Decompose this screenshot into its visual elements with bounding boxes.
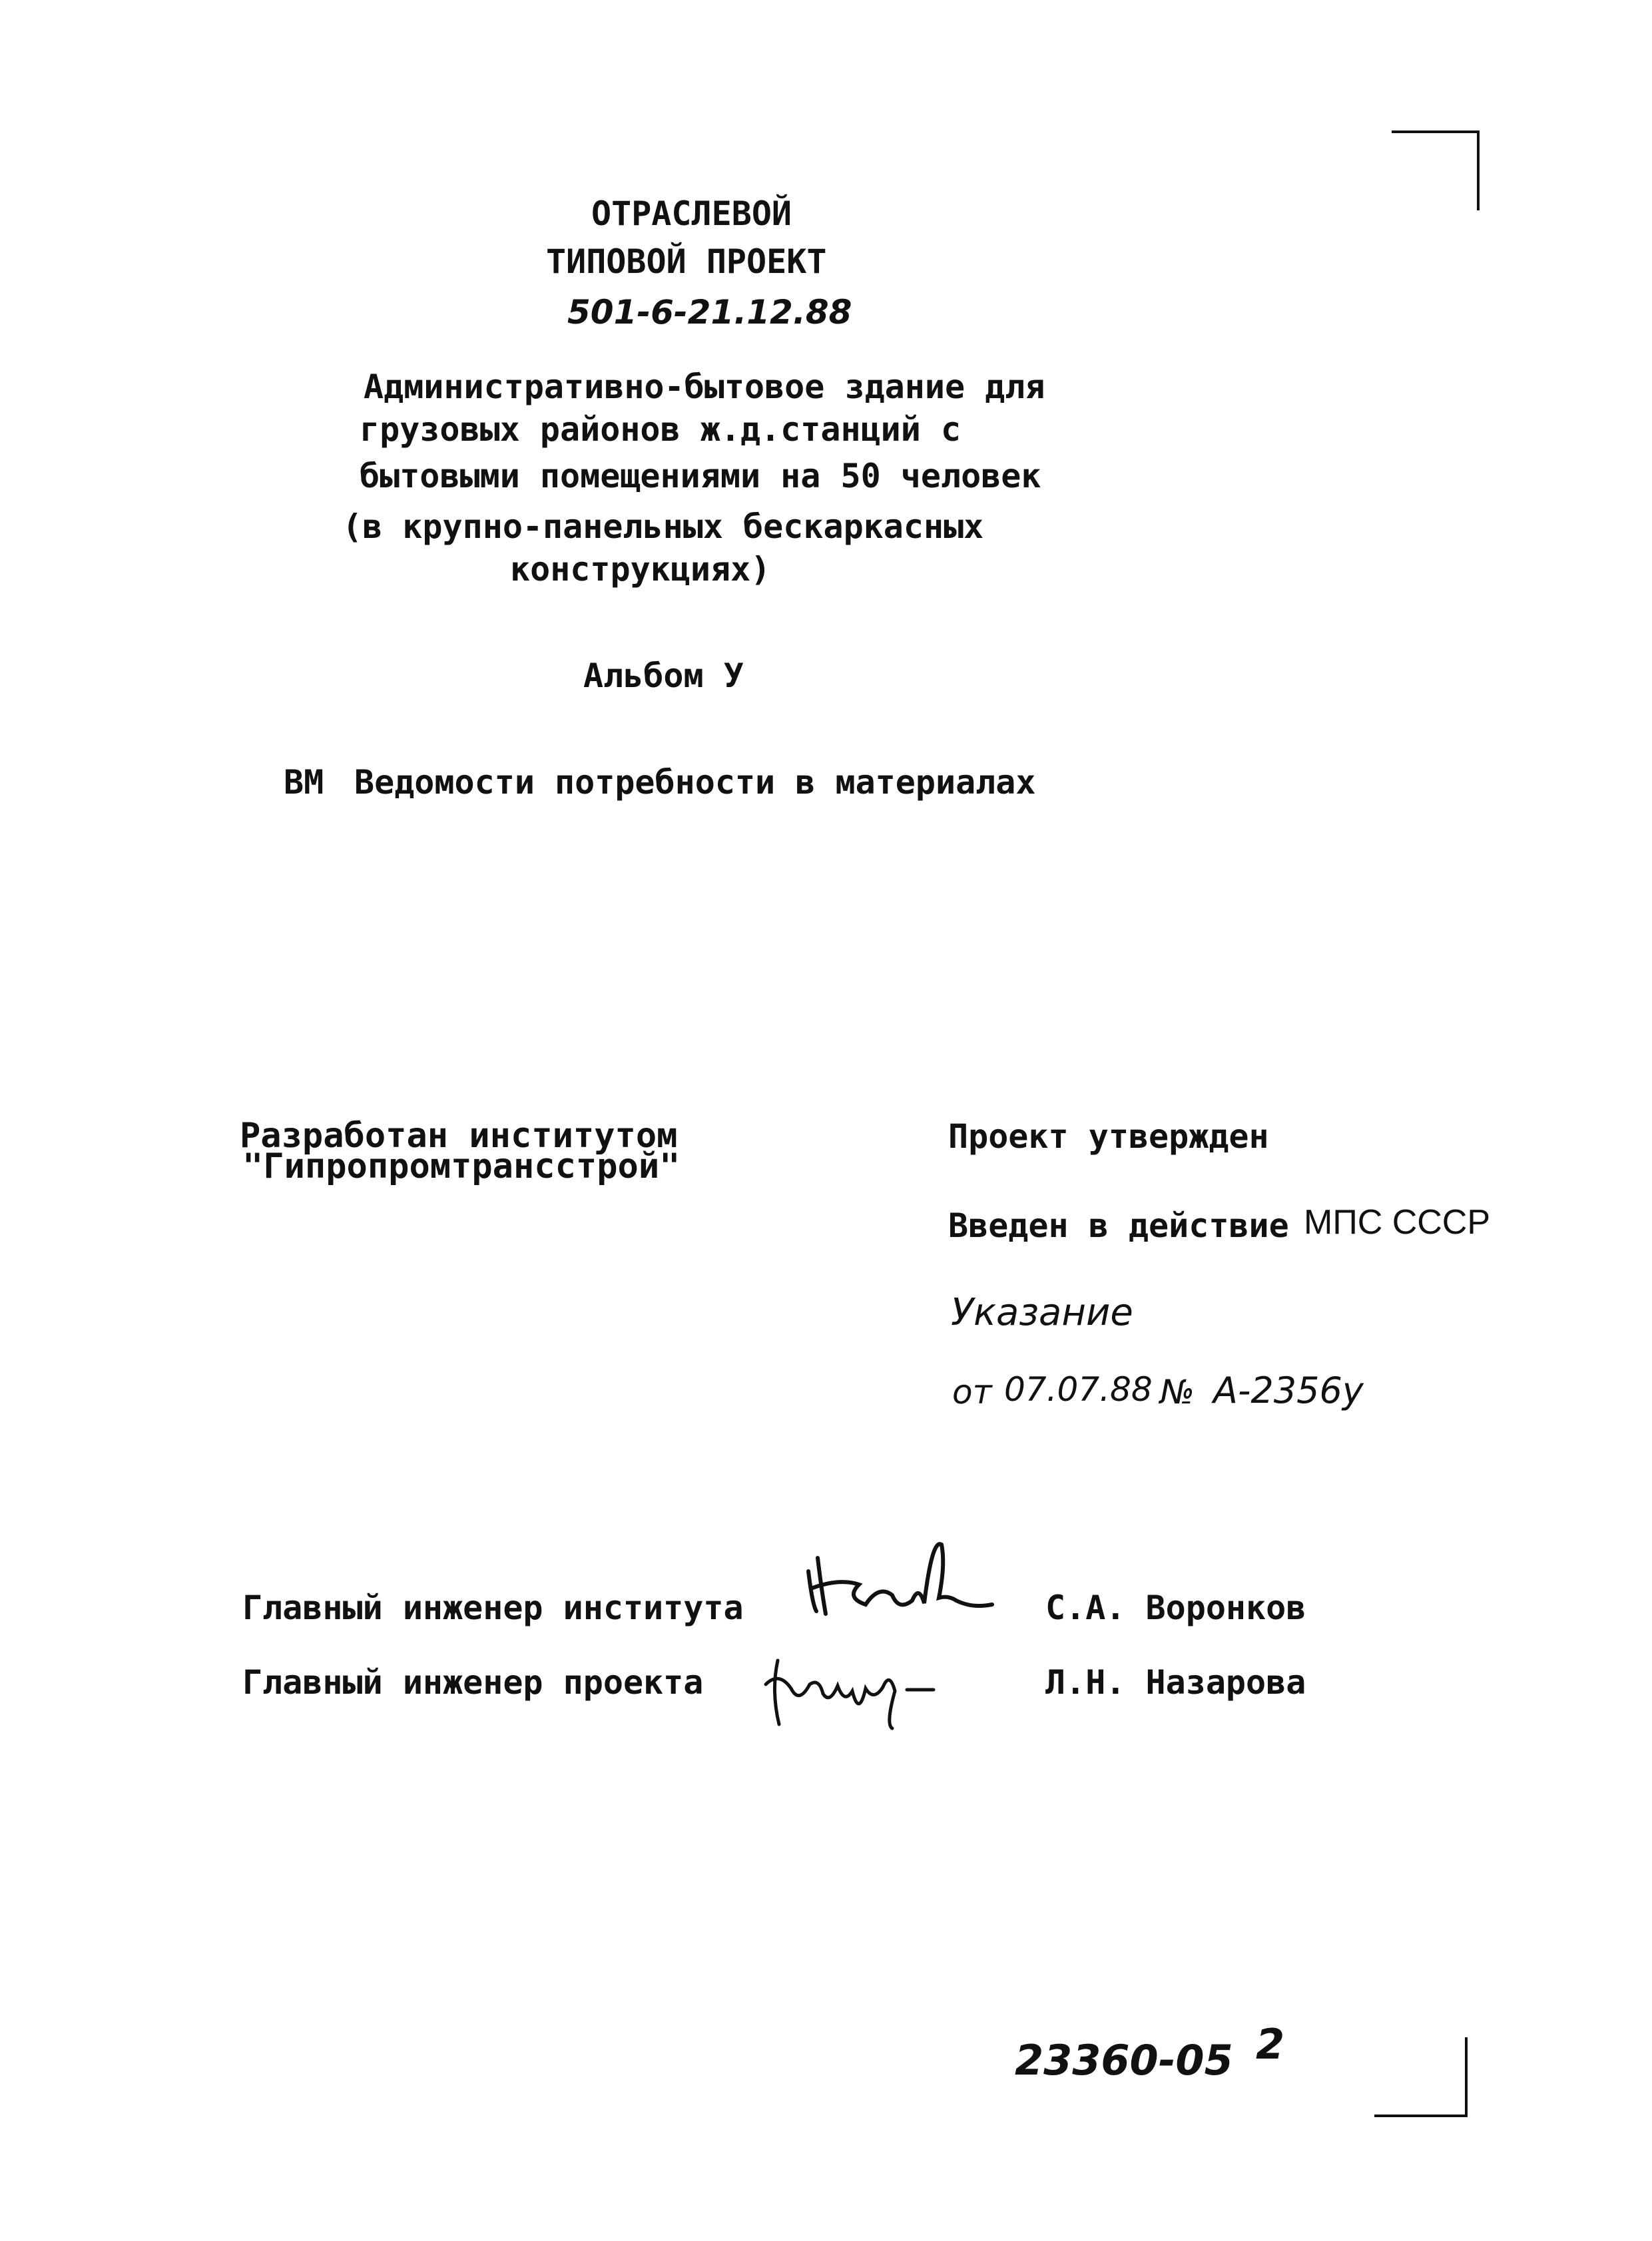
enacted-by: МПС СССР — [1304, 1203, 1491, 1242]
page-number: 2 — [1256, 2020, 1285, 2069]
signature-role-1: Главный инженер института — [242, 1589, 744, 1627]
description-line-4: (в крупно-панельных бескаркасных — [342, 507, 984, 546]
top-right-corner-mark-vertical — [1477, 130, 1480, 210]
signature-name-2: Л.Н. Назарова — [1045, 1663, 1306, 1702]
description-line-1: Административно-бытовое здание для — [364, 368, 1045, 406]
inventory-number: 23360-05 — [1015, 2036, 1233, 2085]
signature-scribble-1 — [799, 1531, 999, 1624]
signature-scribble-2 — [759, 1644, 959, 1731]
project-code: 501-6-21.12.88 — [567, 293, 852, 332]
approval-status: Проект утвержден — [948, 1117, 1269, 1156]
section-code: ВМ — [284, 763, 324, 802]
header-line-2: ТИПОВОЙ ПРОЕКТ — [546, 242, 827, 281]
signature-role-2: Главный инженер проекта — [242, 1663, 704, 1702]
enacted-label: Введен в действие — [948, 1206, 1289, 1245]
description-line-5: конструкциях) — [510, 550, 771, 589]
description-line-3: бытовыми помещениями на 50 человек — [360, 457, 1041, 495]
top-right-corner-mark-horizontal — [1392, 130, 1480, 133]
instruction-number: А-2356у — [1213, 1370, 1364, 1411]
header-line-1: ОТРАСЛЕВОЙ — [591, 194, 792, 233]
signature-name-1: С.А. Воронков — [1045, 1589, 1306, 1627]
bottom-right-corner-mark-vertical — [1465, 2037, 1468, 2117]
developer-line-2: "Гипропромтрансстрой" — [242, 1146, 681, 1186]
instruction-date: 07.07.88 — [1004, 1370, 1153, 1409]
description-line-2: грузовых районов ж.д.станций с — [360, 410, 962, 449]
instruction-date-prefix: от — [952, 1373, 992, 1411]
section-title: Ведомости потребности в материалах — [354, 763, 1036, 802]
developer-line-1: Разработан институтом — [240, 1116, 678, 1156]
instruction-number-prefix: № — [1160, 1373, 1195, 1411]
bottom-right-corner-mark-horizontal — [1374, 2115, 1468, 2117]
album-title: Альбом У — [583, 656, 744, 695]
instruction-label: Указание — [951, 1291, 1133, 1334]
